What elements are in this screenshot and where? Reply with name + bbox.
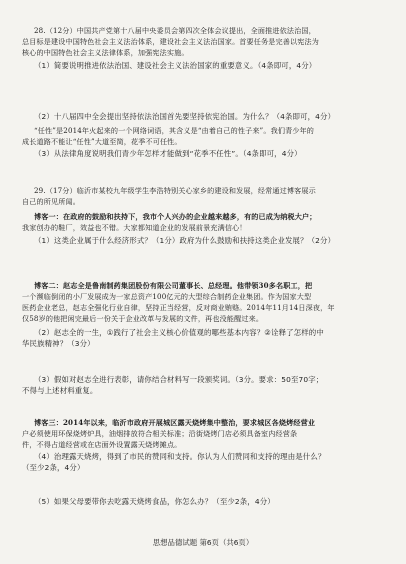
q29-question-1: （1）这类企业属于什么经济形式？（1分）政府为什么鼓励和扶持这类企业发展？（2分）	[34, 236, 336, 245]
q29-question-4-line-2: （至少2条，4分）	[22, 463, 85, 472]
q29-blog-3-line-3: 件，不得占道经营或在店面外设置露天烧烤摊点。	[22, 440, 182, 449]
q29-blog-1-line-2: 我家创办的鞋厂，效益也不错。大家都知道企业的发展前景充满信心！	[22, 223, 247, 232]
q29-blog-2-line-2: 一个濒临倒闭的小厂发展成为一家总资产100亿元的大型综合制药企业集团。作为国家大型	[22, 292, 312, 301]
q29-question-4-line-1: （4）治理露天烧烤，得到了市民的赞同和支持。你认为人们赞同和支持的理由是什么？	[34, 452, 326, 461]
q29-blog-3-line-2: 户必须使用环保烧烤炉具，油烟排放符合相关标准；沿街烧烤门店必须具备室内经营条	[22, 429, 298, 438]
q28-intro-line-3: 核心的中国特色社会主义法律体系，加强宪法实施。	[22, 48, 189, 57]
q29-question-2-line-2: 华民族精神？（3分）	[22, 339, 95, 348]
q29-blog-3-line-1: 博客三：2014年以来，临沂市政府开展城区露天烧烤集中整治，要求城区各烧烤经营业	[34, 418, 316, 427]
q29-question-3-line-1: （3）假如对赵志全进行表彰，请你结合材料写一段颁奖词。（3分。要求：50至70字；	[34, 375, 324, 384]
page-footer: 思想品德试题 第6页（共6页）	[152, 538, 254, 547]
q29-question-5: （5）如果父母要带你去吃露天烧烤食品，你怎么办？（至少2条，4分）	[34, 497, 275, 506]
q28-intro-line-2: 总目标是建设中国特色社会主义法治体系，建设社会主义法治国家。首要任务是完善以宪法为	[22, 37, 319, 46]
q29-blog-2-line-3: 医药企业老总，赵志全强化行业自律，坚持正当经营，反对商业贿赂。2014年11月14日深夜，年	[22, 303, 335, 312]
q29-intro-line-2: 自己的所见所闻。	[22, 197, 80, 206]
q29-question-2-line-1: （2）赵志全的一生，①践行了社会主义核心价值观的哪些基本内容？②诠释了怎样的中	[34, 328, 324, 337]
q28-question-3: （3）从法律角度说明我们青少年怎样才能做到“花季不任性”。（4条即可，4分）	[34, 149, 302, 158]
q28-question-2: （2）十八届四中全会提出坚持依法治国首先要坚持依宪治国。为什么？（4条即可，4分）	[34, 112, 336, 121]
q29-blog-2-line-4: 仅58岁的他把闲完最后一份关于企业改革与发展的文件，再也没能醒过来。	[22, 314, 264, 323]
q28-material-line-1: “任性”是2014年火起来的一个网络词语，其含义是“由着自己的性子来”。我们青少年的	[34, 126, 315, 135]
q29-blog-2-line-1: 博客二：赵志全是鲁南制药集团股份有限公司董事长、总经理。他带领30多名职工，把	[34, 281, 313, 290]
q28-question-1: （1）简要说明推进依法治国、建设社会主义法治国家的重要意义。（4条即可，4分）	[34, 61, 317, 70]
q28-intro-line-1: 28.（12分）中国共产党第十八届中央委员会第四次全体会议提出，全面推进依法治国，	[34, 26, 316, 35]
q29-question-3-line-2: 不得与上述材料重复。	[22, 386, 98, 395]
q29-intro-line-1: 29.（17分）临沂市某校九年级学生李浩特别关心家乡的建设和发展，经常通过博客展示	[34, 186, 316, 195]
q28-material-line-2: 成长道路不能让“任性”大道至简，花季不可任性。	[22, 137, 182, 146]
q29-blog-1-line-1: 博客一：在政府的鼓励和扶持下，我市个人兴办的企业越来越多，有的已成为纳税大户；	[34, 212, 317, 221]
